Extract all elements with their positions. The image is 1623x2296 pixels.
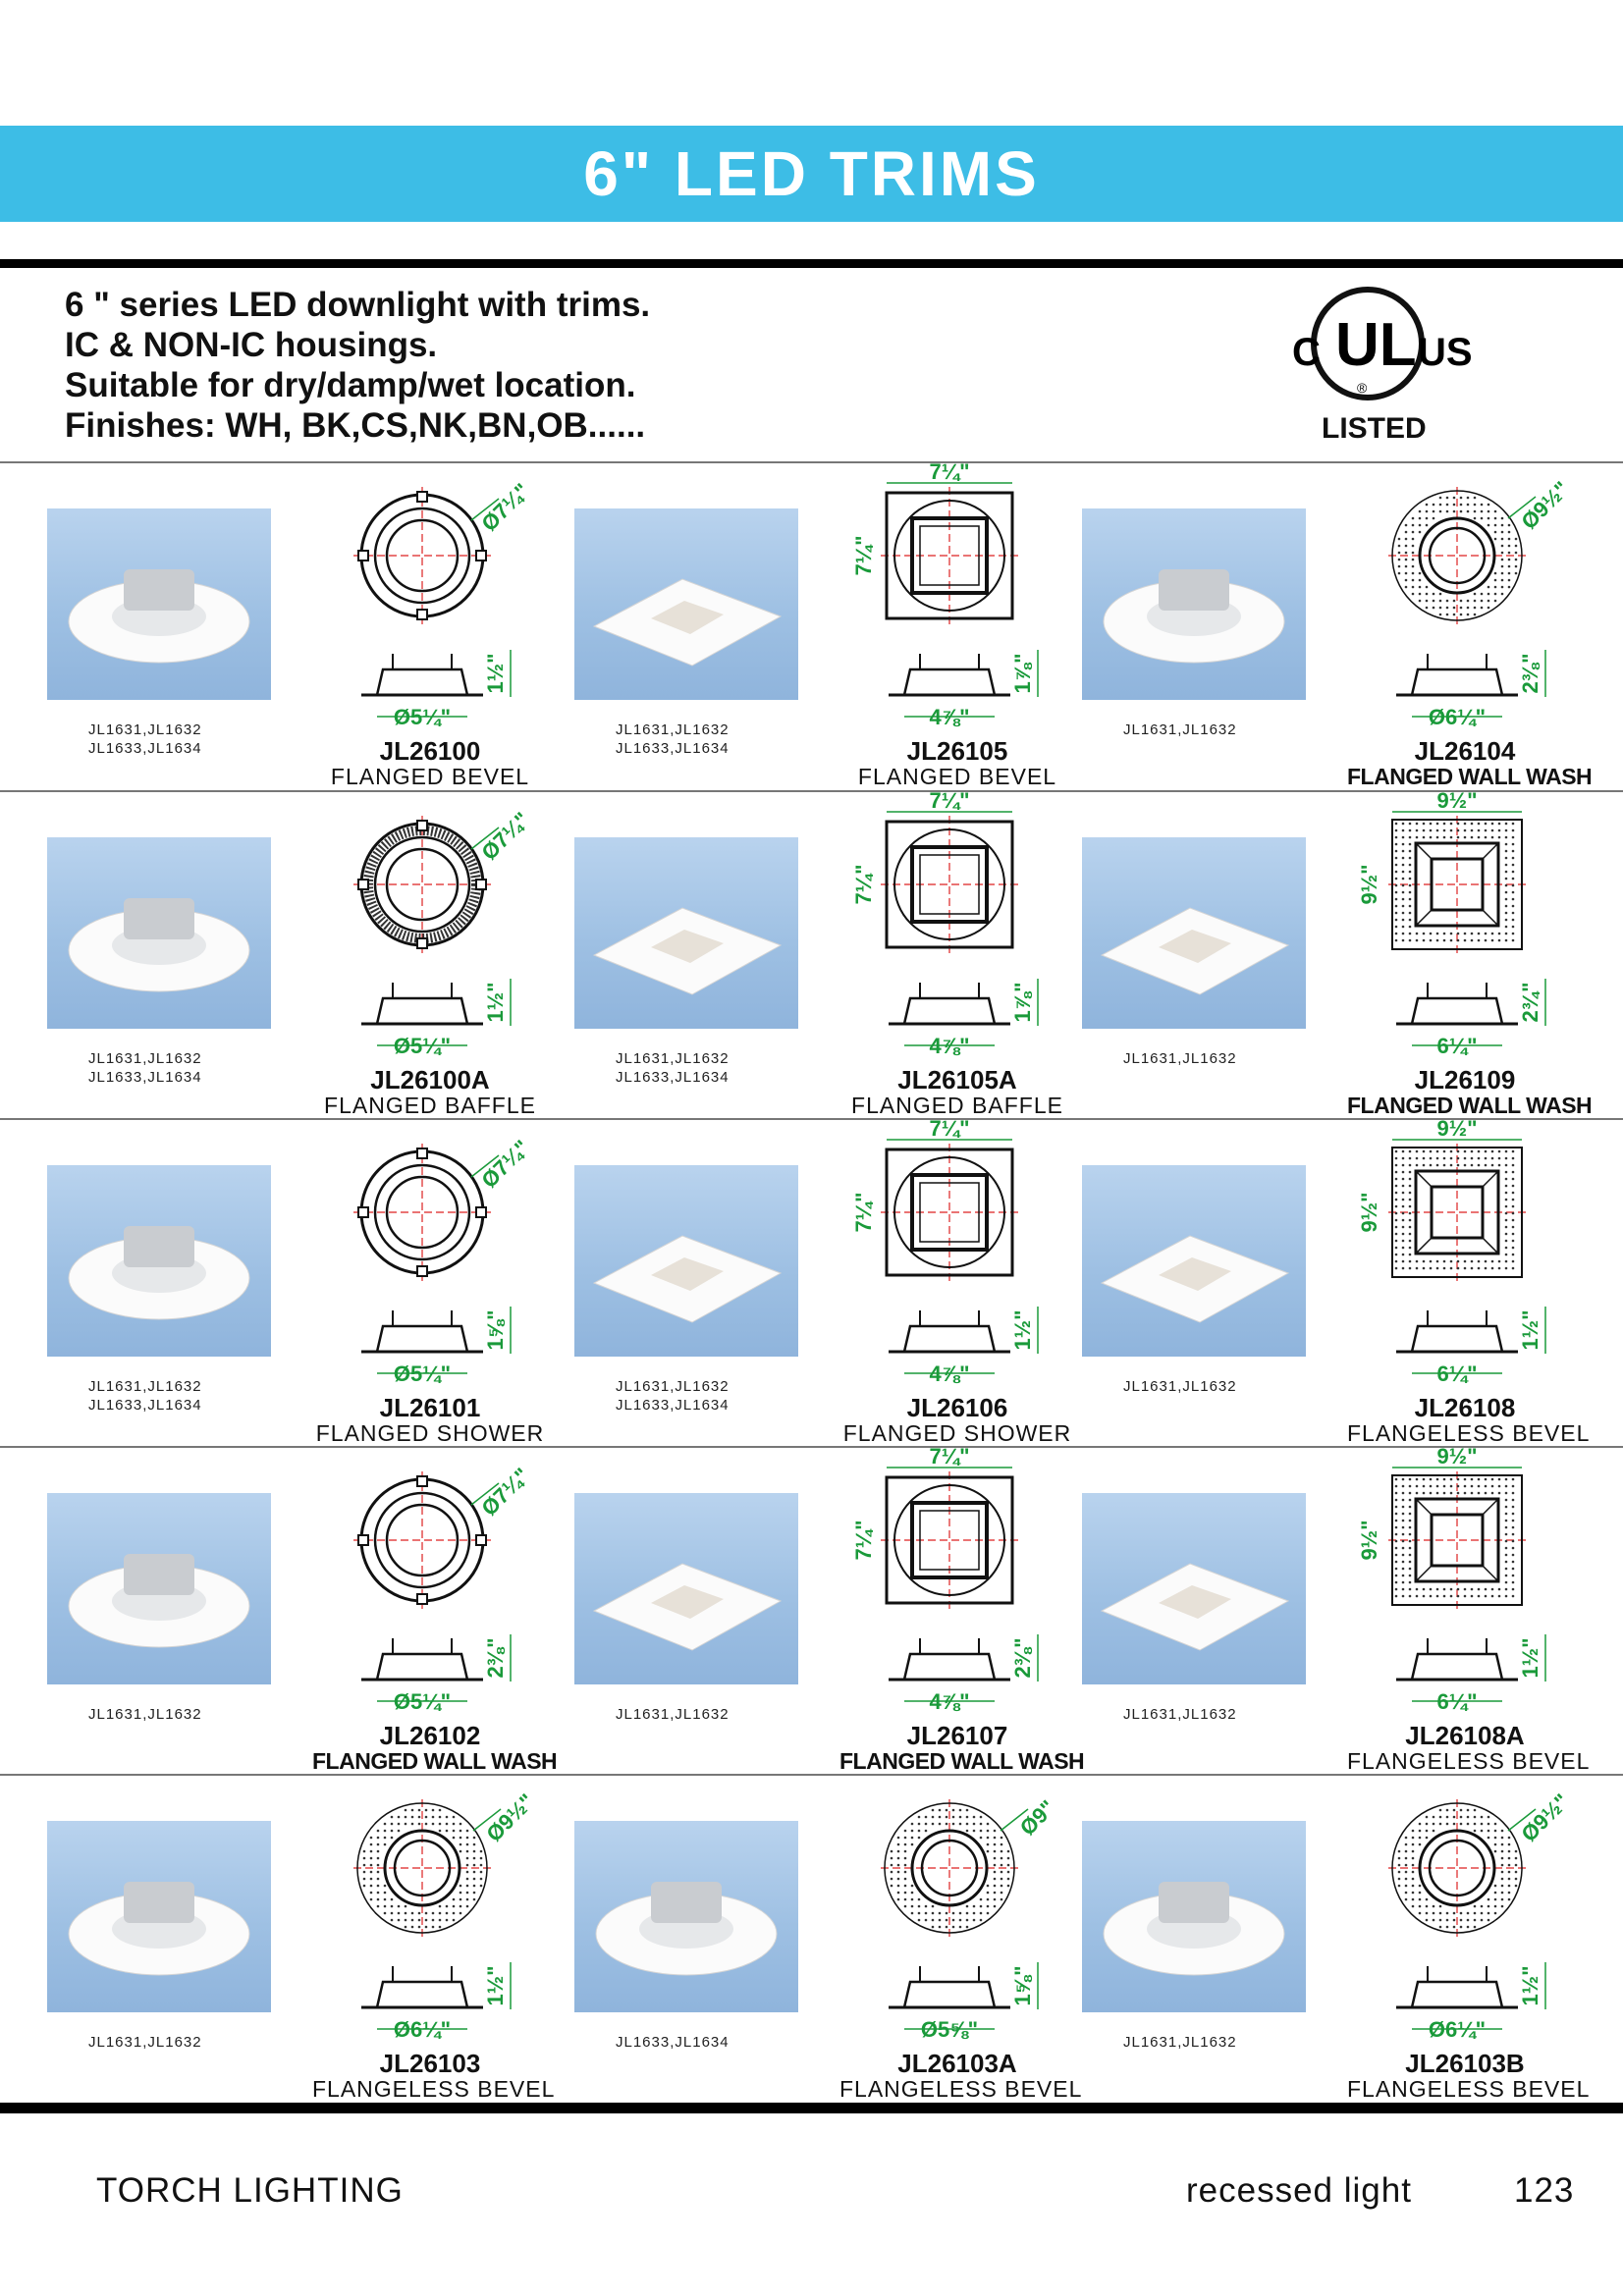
drawing-container	[1388, 1789, 1595, 2056]
compatible-housings: JL1631,JL1632 JL1633,JL1634	[616, 1050, 730, 1086]
width-dimension: 9½"	[1436, 788, 1478, 813]
diameter-dimension: Ø9"	[1014, 1794, 1060, 1841]
technical-drawing	[353, 1463, 560, 1724]
mounting-clip	[417, 492, 427, 502]
trim-photo-icon	[1082, 1165, 1306, 1357]
side-profile	[1412, 1982, 1502, 2007]
base-dimension: Ø5¼"	[393, 705, 452, 729]
side-profile	[904, 669, 995, 695]
diameter-dimension: Ø7¼"	[476, 807, 535, 866]
technical-drawing	[353, 478, 560, 739]
product-row	[0, 1776, 1623, 2102]
model-number: JL26103B	[1405, 2049, 1525, 2078]
diameter-dimension: Ø9½"	[1516, 476, 1575, 535]
intro-line: 6 " series LED downlight with trims.	[65, 286, 651, 324]
product-photo	[574, 1821, 798, 2012]
page-number: 123	[1514, 2171, 1575, 2210]
depth-dimension: 1½"	[483, 982, 508, 1023]
trim-photo-icon	[47, 508, 271, 700]
depth-dimension: 2⅜"	[483, 1637, 508, 1679]
base-dimension: 4⅞"	[929, 705, 970, 729]
product-photo	[47, 1493, 271, 1684]
drawing-container	[1357, 1116, 1595, 1401]
width-dimension: 9½"	[1436, 1444, 1478, 1468]
compatible-housings: JL1631,JL1632	[88, 2034, 202, 2051]
height-dimension: 7¼"	[851, 864, 876, 905]
intro-line: IC & NON-IC housings.	[65, 326, 438, 364]
product-photo	[47, 508, 271, 700]
model-number: JL26100A	[370, 1065, 490, 1095]
side-profile	[377, 1982, 467, 2007]
height-dimension: 9½"	[1357, 1192, 1381, 1233]
product-photo	[1082, 1165, 1306, 1357]
technical-drawing	[1388, 1789, 1595, 2052]
trim-photo-icon	[47, 1165, 271, 1357]
drawing-container	[851, 788, 1087, 1073]
technical-drawing	[881, 1794, 1087, 2052]
mounting-clip	[417, 1148, 427, 1158]
side-profile	[904, 1326, 995, 1352]
side-profile	[1412, 998, 1502, 1024]
ul-logo-icon	[1274, 285, 1473, 412]
side-profile	[377, 1654, 467, 1680]
trim-outline	[1392, 491, 1522, 620]
model-number: JL26100	[379, 736, 481, 766]
side-profile	[904, 1982, 995, 2007]
product-photo	[574, 508, 798, 700]
product-photo	[574, 837, 798, 1029]
compatible-housings: JL1631,JL1632	[1123, 721, 1237, 738]
trim-description: FLANGELESS BEVEL	[1347, 2076, 1591, 2102]
trim-photo-icon	[574, 508, 798, 700]
side-profile	[1412, 669, 1502, 695]
side-profile	[904, 1654, 995, 1680]
compatible-housings: JL1631,JL1632	[1123, 1378, 1237, 1395]
base-dimension: 4⅞"	[929, 1362, 970, 1386]
mounting-clip	[417, 1594, 427, 1604]
mounting-clip	[476, 1207, 486, 1217]
drawing-container	[851, 1116, 1087, 1401]
model-number: JL26107	[906, 1721, 1008, 1750]
mounting-clip	[417, 821, 427, 830]
base-dimension: Ø5¼"	[393, 1689, 452, 1714]
product-photo	[1082, 837, 1306, 1029]
model-number: JL26109	[1414, 1065, 1516, 1095]
compatible-housings: JL1631,JL1632	[1123, 1050, 1237, 1067]
drawing-container	[881, 1794, 1087, 2056]
model-number: JL26108A	[1405, 1721, 1525, 1750]
trim-photo-icon	[574, 1165, 798, 1357]
technical-drawing	[353, 807, 560, 1068]
diameter-dimension: Ø7¼"	[476, 478, 535, 537]
diameter-dimension: Ø7¼"	[476, 1463, 535, 1522]
product-row	[0, 788, 1623, 1118]
header-rule	[0, 259, 1623, 268]
height-dimension: 9½"	[1357, 1520, 1381, 1561]
base-dimension: 6¼"	[1436, 1689, 1478, 1714]
model-number: JL26105	[906, 736, 1008, 766]
mounting-clip	[358, 880, 368, 889]
base-dimension: Ø6¼"	[1428, 2017, 1487, 2042]
ul-letters: UL	[1335, 311, 1417, 379]
ul-c-letter: C	[1292, 331, 1321, 374]
trim-photo-icon	[574, 837, 798, 1029]
drawing-container	[1357, 788, 1595, 1073]
depth-dimension: 2⅜"	[1518, 653, 1542, 694]
side-profile	[904, 998, 995, 1024]
mounting-clip	[417, 938, 427, 948]
trim-description: FLANGED BEVEL	[330, 764, 530, 789]
product-photo	[47, 1165, 271, 1357]
product-photo	[1082, 508, 1306, 700]
width-dimension: 7¼"	[929, 788, 970, 813]
base-dimension: Ø5⅝"	[920, 2017, 979, 2042]
side-profile	[377, 669, 467, 695]
base-dimension: 6¼"	[1436, 1362, 1478, 1386]
technical-drawing	[851, 459, 1087, 739]
page-title: 6" LED TRIMS	[583, 138, 1040, 209]
trim-description: FLANGELESS BEVEL	[312, 2076, 556, 2102]
mounting-clip	[417, 1476, 427, 1486]
diameter-dimension: Ø9½"	[481, 1789, 540, 1847]
compatible-housings: JL1631,JL1632 JL1633,JL1634	[88, 1050, 202, 1086]
depth-dimension: 1½"	[1518, 1965, 1542, 2006]
compatible-housings: JL1631,JL1632	[1123, 1706, 1237, 1723]
drawing-container	[353, 1463, 560, 1729]
mounting-clip	[476, 880, 486, 889]
compatible-housings: JL1633,JL1634	[616, 2034, 730, 2051]
footer-rule	[0, 2103, 1623, 2113]
trim-description: FLANGED WALL WASH	[1347, 764, 1593, 789]
mounting-clip	[358, 1535, 368, 1545]
intro-text	[65, 285, 650, 446]
trim-photo-icon	[1082, 837, 1306, 1029]
depth-dimension: 2¾"	[1518, 982, 1542, 1023]
depth-dimension: 1½"	[1518, 1309, 1542, 1351]
width-dimension: 9½"	[1436, 1116, 1478, 1141]
mounting-clip	[417, 1266, 427, 1276]
side-profile	[377, 998, 467, 1024]
product-row	[0, 1444, 1623, 1774]
diameter-dimension: Ø7¼"	[476, 1135, 535, 1194]
base-dimension: 6¼"	[1436, 1034, 1478, 1058]
footer-category: recessed light	[1186, 2171, 1412, 2210]
compatible-housings: JL1631,JL1632	[88, 1706, 202, 1723]
depth-dimension: 1½"	[1010, 1309, 1035, 1351]
ul-us-letters: US	[1418, 331, 1473, 374]
technical-drawing	[851, 788, 1087, 1068]
ul-listed-label: LISTED	[1322, 412, 1427, 445]
base-dimension: 4⅞"	[929, 1689, 970, 1714]
product-photo	[1082, 1821, 1306, 2012]
ul-listed-logo	[1274, 285, 1473, 452]
footer-company: TORCH LIGHTING	[96, 2171, 404, 2210]
base-dimension: Ø5¼"	[393, 1034, 452, 1058]
height-dimension: 7¼"	[851, 1520, 876, 1561]
depth-dimension: 1½"	[1518, 1637, 1542, 1679]
depth-dimension: 1½"	[483, 653, 508, 694]
mounting-clip	[476, 1535, 486, 1545]
trim-photo-icon	[1082, 1493, 1306, 1684]
compatible-housings: JL1631,JL1632	[616, 1706, 730, 1723]
aperture	[387, 1177, 458, 1248]
mounting-clip	[358, 1207, 368, 1217]
width-dimension: 7¼"	[929, 1444, 970, 1468]
diameter-dimension: Ø9½"	[1516, 1789, 1575, 1847]
drawing-container	[851, 1444, 1087, 1729]
depth-dimension: 2⅜"	[1010, 1637, 1035, 1679]
trim-photo-icon	[574, 1821, 798, 2012]
trim-photo-icon	[47, 1821, 271, 2012]
model-number: JL26101	[379, 1393, 481, 1422]
compatible-housings: JL1631,JL1632 JL1633,JL1634	[616, 1378, 730, 1414]
base-dimension: Ø5¼"	[393, 1362, 452, 1386]
model-number: JL26104	[1414, 736, 1516, 766]
width-dimension: 7¼"	[929, 459, 970, 484]
trim-description: FLANGELESS BEVEL	[1347, 1420, 1591, 1446]
base-dimension: Ø6¼"	[1428, 705, 1487, 729]
trim-description: FLANGED WALL WASH	[839, 1748, 1085, 1774]
trim-description: FLANGED SHOWER	[315, 1420, 545, 1446]
trim-photo-icon	[574, 1493, 798, 1684]
mounting-clip	[417, 610, 427, 619]
depth-dimension: 1⅝"	[1010, 1965, 1035, 2006]
intro-line: Finishes: WH, BK,CS,NK,BN,OB......	[65, 406, 646, 445]
compatible-housings: JL1631,JL1632 JL1633,JL1634	[88, 1378, 202, 1414]
ul-registered-mark: ®	[1357, 380, 1368, 396]
title-banner	[0, 126, 1623, 222]
trim-photo-icon	[1082, 508, 1306, 700]
side-profile	[1412, 1654, 1502, 1680]
height-dimension: 7¼"	[851, 535, 876, 576]
trim-outline	[1392, 1148, 1522, 1277]
drawing-container	[851, 459, 1087, 744]
trim-description: FLANGED BAFFLE	[324, 1093, 536, 1118]
model-number: JL26105A	[897, 1065, 1017, 1095]
drawing-container	[1357, 1444, 1595, 1729]
technical-drawing	[1357, 788, 1595, 1068]
height-dimension: 9½"	[1357, 864, 1381, 905]
technical-drawing	[1357, 1116, 1595, 1396]
drawing-container	[353, 478, 560, 744]
mounting-clip	[358, 551, 368, 561]
depth-dimension: 1½"	[483, 1965, 508, 2006]
technical-drawing	[851, 1444, 1087, 1724]
compatible-housings: JL1631,JL1632 JL1633,JL1634	[88, 721, 202, 757]
depth-dimension: 1⅞"	[1010, 653, 1035, 694]
depth-dimension: 1⅝"	[483, 1309, 508, 1351]
trim-description: FLANGELESS BEVEL	[839, 2076, 1083, 2102]
aperture	[387, 520, 458, 591]
trim-photo-icon	[47, 1493, 271, 1684]
model-number: JL26108	[1414, 1393, 1516, 1422]
trim-description: FLANGED BAFFLE	[851, 1093, 1063, 1118]
technical-drawing	[1357, 1444, 1595, 1724]
trim-outline	[1392, 820, 1522, 949]
drawing-container	[353, 1789, 560, 2056]
aperture	[387, 849, 458, 920]
base-dimension: Ø6¼"	[393, 2017, 452, 2042]
product-photo	[574, 1493, 798, 1684]
trim-description: FLANGED BEVEL	[857, 764, 1057, 789]
trim-description: FLANGED SHOWER	[842, 1420, 1072, 1446]
product-photo	[574, 1165, 798, 1357]
trim-description: FLANGED WALL WASH	[312, 1748, 558, 1774]
compatible-housings: JL1631,JL1632	[1123, 2034, 1237, 2051]
technical-drawing	[353, 1135, 560, 1396]
product-photo	[1082, 1493, 1306, 1684]
trim-description: FLANGELESS BEVEL	[1347, 1748, 1591, 1774]
trim-outline	[357, 1803, 487, 1933]
product-photo	[47, 837, 271, 1029]
height-dimension: 7¼"	[851, 1192, 876, 1233]
compatible-housings: JL1631,JL1632 JL1633,JL1634	[616, 721, 730, 757]
product-row	[0, 459, 1623, 789]
side-profile	[1412, 1326, 1502, 1352]
technical-drawing	[851, 1116, 1087, 1396]
drawing-container	[353, 1135, 560, 1401]
product-photo	[47, 1821, 271, 2012]
model-number: JL26103A	[897, 2049, 1017, 2078]
drawing-container	[1388, 476, 1595, 744]
width-dimension: 7¼"	[929, 1116, 970, 1141]
trim-outline	[1392, 1475, 1522, 1605]
technical-drawing	[1388, 476, 1595, 739]
product-row	[0, 1116, 1623, 1446]
trim-photo-icon	[47, 837, 271, 1029]
aperture	[387, 1505, 458, 1575]
model-number: JL26106	[906, 1393, 1008, 1422]
model-number: JL26102	[379, 1721, 481, 1750]
trim-outline	[1392, 1803, 1522, 1933]
trim-description: FLANGED WALL WASH	[1347, 1093, 1593, 1118]
intro-line: Suitable for dry/damp/wet location.	[65, 366, 636, 404]
model-number: JL26103	[379, 2049, 481, 2078]
mounting-clip	[476, 551, 486, 561]
technical-drawing	[353, 1789, 560, 2052]
trim-photo-icon	[1082, 1821, 1306, 2012]
side-profile	[377, 1326, 467, 1352]
depth-dimension: 1⅞"	[1010, 982, 1035, 1023]
base-dimension: 4⅞"	[929, 1034, 970, 1058]
trim-outline	[885, 1803, 1014, 1933]
drawing-container	[353, 807, 560, 1073]
